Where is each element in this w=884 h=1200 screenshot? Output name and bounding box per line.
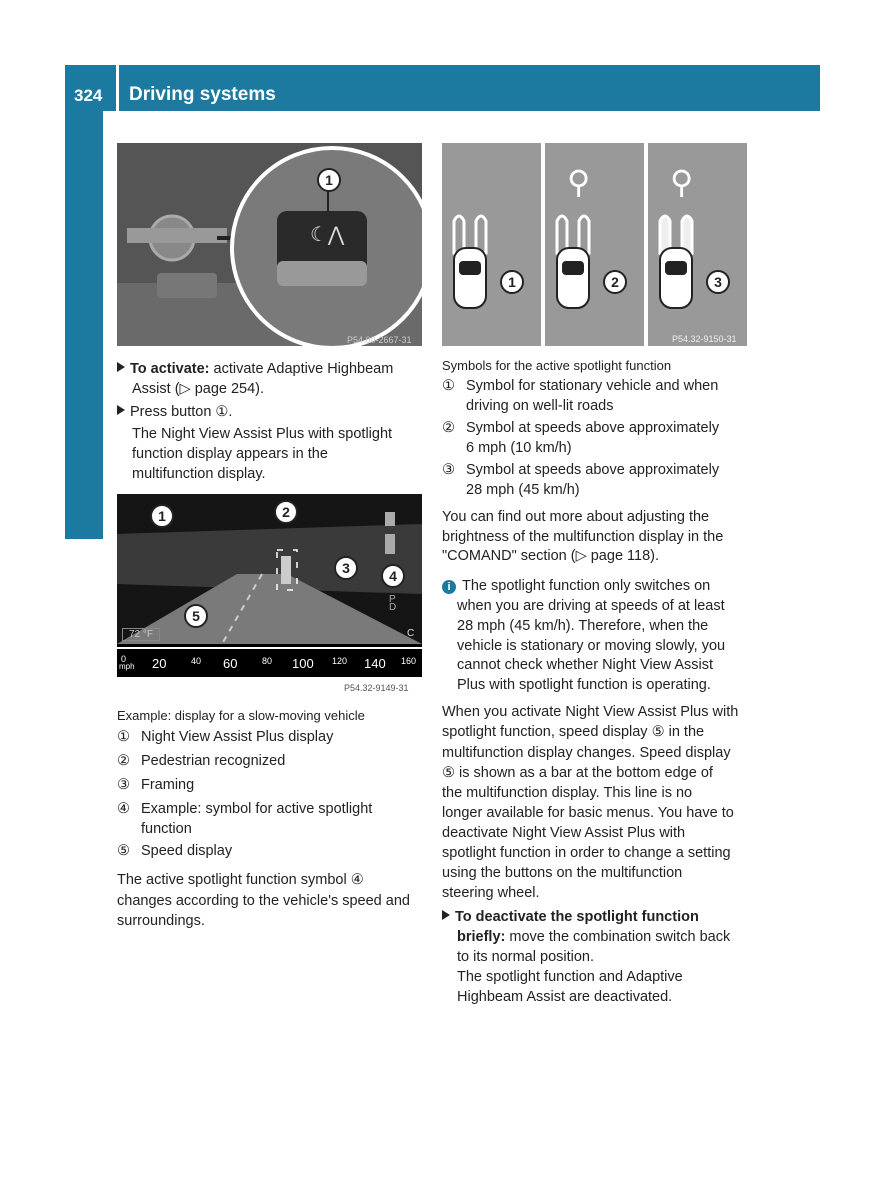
image-ref: P54.00-2667-31 [347,335,412,345]
arrow-icon [117,362,125,372]
header-divider [116,65,119,111]
step-result-2: function display appears in the [132,446,328,462]
symbols-caption: Symbols for the active spotlight function [442,358,672,373]
paragraph-line: multifunction display changes. Speed display [442,745,731,761]
info-line: Plus with spotlight function is operating. [457,677,711,693]
speed-tick-140: 140 [364,656,386,671]
callout-2: 2 [603,270,627,294]
info-line: 28 mph (45 km/h). Therefore, when the [457,618,709,634]
gear-p: P [389,594,396,605]
step-deactivate: To deactivate the spotlight function [442,907,699,927]
list-item-cont: 28 mph (45 km/h) [466,482,580,498]
side-tab-label: Driving and parking [80,300,102,488]
paragraph-line: the multifunction display. This line is no [442,785,693,801]
paragraph-line: "COMAND" section (▷ page 118). [442,548,660,564]
step-result-3: multifunction display. [132,466,266,482]
list-item: ② Pedestrian recognized [117,753,286,769]
image-ref: P54.32-9150-31 [672,334,737,344]
callout-3: 3 [334,556,358,580]
switch-image [117,143,422,346]
paragraph-line: When you activate Night View Assist Plus with [442,704,739,720]
speed-tick-40: 40 [191,656,202,666]
corner-letter: C [407,628,415,639]
step-deactivate-line3: to its normal position. [457,949,595,965]
step-deactivate-line2: briefly: move the combination switch back [457,929,731,945]
spotlight-symbols-image [442,143,747,346]
page-title: Driving systems [129,84,276,105]
step-deactivate-line4: The spotlight function and Adaptive [457,969,683,985]
outside-temp: 72 °F [122,628,160,641]
svg-text:☾⋀: ☾⋀ [310,222,345,246]
page-number: 324 [74,86,103,105]
step-result-1: The Night View Assist Plus with spotlight [132,426,393,442]
symbols-illustration [442,143,747,346]
step-activate-line2: Assist (▷ page 254). [132,381,265,397]
paragraph-line: spotlight function in order to change a setting [442,845,731,861]
speed-tick-80: 80 [262,656,273,666]
paragraph-line: steering wheel. [442,885,540,901]
callout-1: 1 [317,168,341,192]
info-line: vehicle is stationary or moving slowly, you [457,638,726,654]
callout-1: 1 [500,270,524,294]
speed-tick-0: 0 [121,654,127,664]
info-line: cannot check whether Night View Assist [457,657,714,673]
step-activate: To activate: activate Adaptive Highbeam [117,359,393,379]
speed-tick-160: 160 [401,656,417,666]
list-item: ① Night View Assist Plus display [117,729,334,745]
night-view-display-image [117,494,422,677]
paragraph-line: You can find out more about adjusting the [442,509,710,525]
svg-text:⚲: ⚲ [567,163,591,201]
list-item: ③ Framing [117,777,195,793]
arrow-icon [117,405,125,415]
arrow-icon [442,910,450,920]
image-ref: P54.32-9149-31 [344,683,409,693]
svg-text:⚲: ⚲ [670,163,694,201]
speed-tick-100: 100 [292,656,314,671]
speed-tick-20: 20 [152,656,167,671]
list-item: ⑤ Speed display [117,843,233,859]
switch-illustration [117,143,422,346]
info-note: i The spotlight function only switches on [442,576,710,596]
speed-tick-60: 60 [223,656,238,671]
paragraph-line: brightness of the multifunction display in the [442,529,724,545]
paragraph-line: using the buttons on the multifunction [442,865,683,881]
step-press: Press button ①. [117,402,232,422]
step-deactivate-line5: Highbeam Assist are deactivated. [457,989,673,1005]
callout-1: 1 [150,504,174,528]
list-item-cont: driving on well-lit roads [466,398,614,414]
paragraph-line: longer available for basic menus. You have to [442,805,734,821]
list-item-cont: 6 mph (10 km/h) [466,440,572,456]
list-item-cont: function [141,821,192,837]
callout-2: 2 [274,500,298,524]
info-line: when you are driving at speeds of at least [457,598,725,614]
callout-5: 5 [184,604,208,628]
display-caption: Example: display for a slow-moving vehicle [117,708,365,723]
list-item: ② Symbol at speeds above approximately [442,420,720,436]
paragraph-line: The active spotlight function symbol ④ [117,872,364,888]
gear-d: D [389,602,397,613]
list-item: ③ Symbol at speeds above approximately [442,462,720,478]
paragraph-line: surroundings. [117,913,205,929]
paragraph-line: deactivate Night View Assist Plus with [442,825,686,841]
list-item: ① Symbol for stationary vehicle and when [442,378,719,394]
speed-tick-120: 120 [332,656,348,666]
speed-unit: mph [119,662,135,671]
callout-4: 4 [381,564,405,588]
info-icon: i [442,580,456,594]
callout-3: 3 [706,270,730,294]
paragraph-line: changes according to the vehicle's speed and [117,893,410,909]
paragraph-line: ⑤ is shown as a bar at the bottom edge of [442,765,713,781]
paragraph-line: spotlight function, speed display ⑤ in the [442,724,705,740]
list-item: ④ Example: symbol for active spotlight [117,801,373,817]
